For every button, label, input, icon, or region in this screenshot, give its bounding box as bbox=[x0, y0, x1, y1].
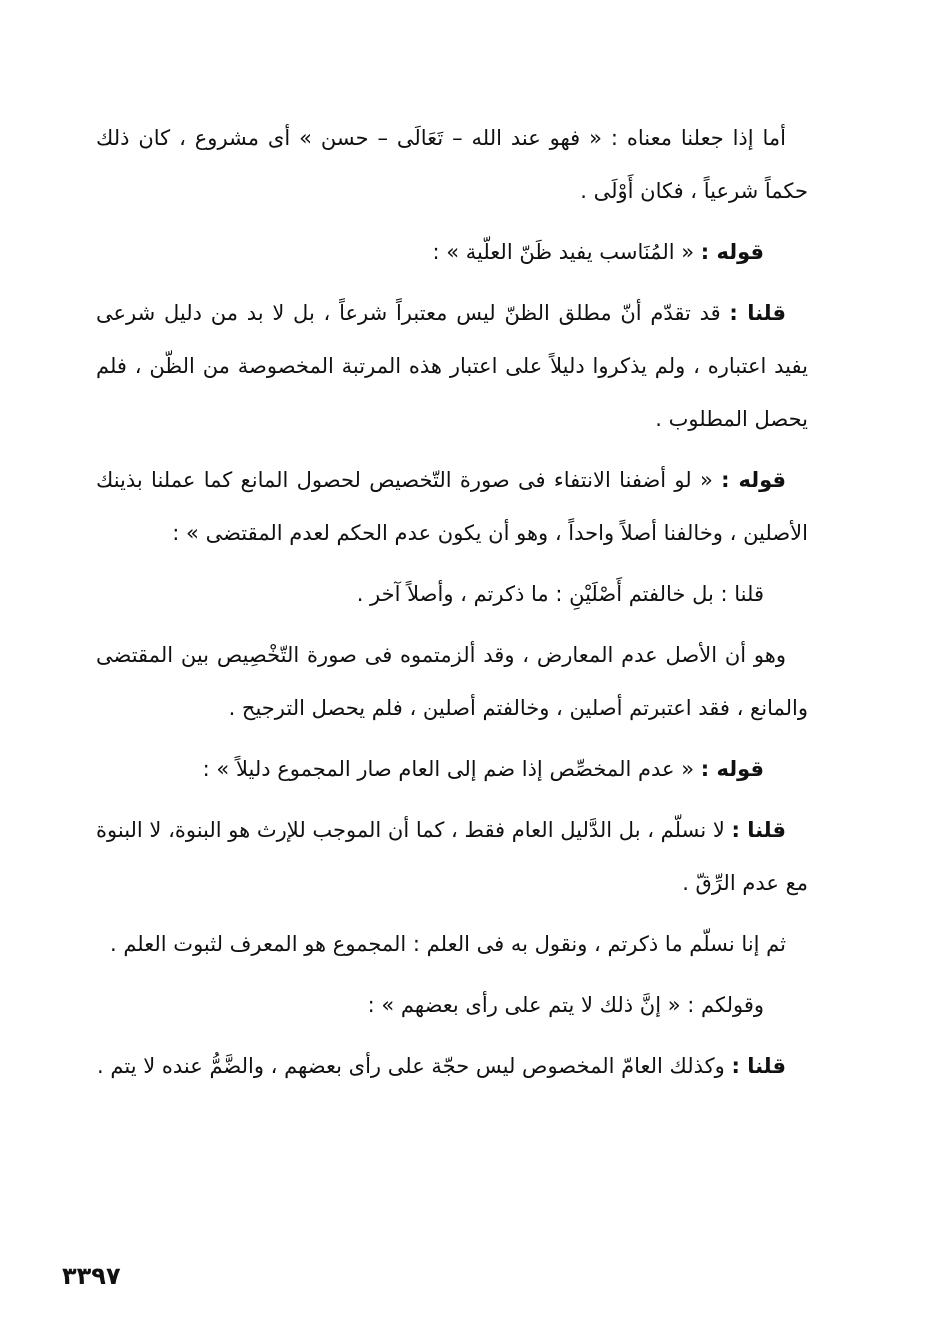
paragraph-9 bbox=[96, 918, 808, 971]
paragraph-3-lead: قلنا : bbox=[729, 301, 786, 325]
paragraph-1 bbox=[96, 112, 808, 218]
page-number: ٣٣٩٧ bbox=[62, 1262, 121, 1290]
paragraph-7 bbox=[96, 743, 808, 796]
paragraph-10-text: وقولكم : « إنَّ ذلك لا يتم على رأى بعضهم » : bbox=[367, 993, 764, 1017]
paragraph-11-lead: قلنا : bbox=[731, 1054, 786, 1078]
paragraph-4 bbox=[96, 454, 808, 560]
paragraph-5-text: قلنا : بل خالفتم أَصْلَيْنِ : ما ذكرتم ، وأصلاً آخر . bbox=[356, 582, 764, 606]
paragraph-11 bbox=[96, 1040, 808, 1093]
paragraph-3 bbox=[96, 287, 808, 446]
paragraph-3-text: قد تقدّم أنّ مطلق الظنّ ليس معتبراً شرعاً ، بل لا بد من دليل شرعى يفيد اعتباره ، ولم يذكروا دليلاً على اعتبار هذه المرتبة المخصوصة من الظّن ، فلم يحصل المطلوب . bbox=[96, 301, 808, 431]
paragraph-4-lead: قوله : bbox=[721, 468, 786, 492]
paragraph-7-text: « عدم المخصِّص إذا ضم إلى العام صار المجموع دليلاً » : bbox=[202, 757, 701, 781]
paragraph-6 bbox=[96, 629, 808, 735]
paragraph-8 bbox=[96, 804, 808, 910]
paragraph-4-text: « لو أضفنا الانتفاء فى صورة التّخصيص لحصول المانع كما عملنا بذينك الأصلين ، وخالفنا أصلاً واحداً ، وهو أن يكون عدم الحكم لعدم المقتضى » : bbox=[96, 468, 808, 545]
paragraph-5 bbox=[96, 568, 808, 621]
paragraph-2-lead: قوله : bbox=[700, 240, 764, 264]
paragraph-7-lead: قوله : bbox=[700, 757, 764, 781]
paragraph-1-text: أما إذا جعلنا معناه : « فهو عند الله – تَعَالَى – حسن » أى مشروع ، كان ذلك حكماً شرعياً ، فكان أَوْلَى . bbox=[96, 126, 808, 203]
paragraph-8-lead: قلنا : bbox=[731, 818, 786, 842]
paragraph-10 bbox=[96, 979, 808, 1032]
paragraph-2 bbox=[96, 226, 808, 279]
paragraph-9-text: ثم إنا نسلّم ما ذكرتم ، ونقول به فى العلم : المجموع هو المعرف لثبوت العلم . bbox=[109, 932, 786, 956]
paragraph-8-text: لا نسلّم ، بل الدَّليل العام فقط ، كما أن الموجب للإرث هو البنوة، لا البنوة مع عدم الرِّقّ . bbox=[96, 818, 808, 895]
paragraph-6-text: وهو أن الأصل عدم المعارض ، وقد ألزمتموه فى صورة التّخْصِيص بين المقتضى والمانع ، فقد اعتبرتم أصلين ، وخالفتم أصلين ، فلم يحصل الترجيح . bbox=[96, 643, 808, 720]
body-text bbox=[96, 112, 808, 1093]
paragraph-2-text: « المُنَاسب يفيد ظَنّ العلّية » : bbox=[432, 240, 701, 264]
paragraph-11-text: وكذلك العامّ المخصوص ليس حجّة على رأى بعضهم ، والضَّمُّ عنده لا يتم . bbox=[97, 1054, 732, 1078]
